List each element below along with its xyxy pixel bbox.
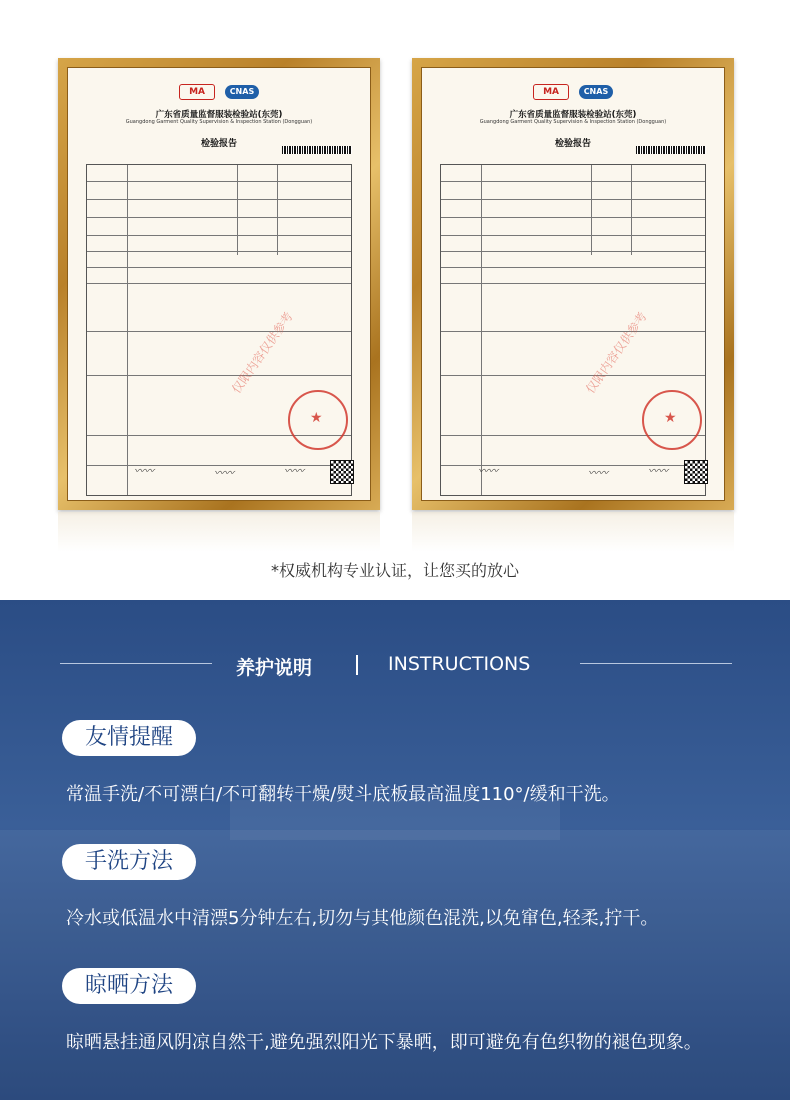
signature: 〰〰 (284, 466, 304, 477)
header-rule-right (580, 663, 732, 664)
instructions-title-en: INSTRUCTIONS (388, 653, 531, 675)
section-text-drying: 晾晒悬挂通风阴凉自然干,避免强烈阳光下暴晒，即可避免有色织物的褪色现象。 (66, 1032, 702, 1053)
signature: 〰〰 (478, 466, 498, 477)
header-separator (356, 655, 358, 675)
certificate-frame-right (412, 58, 734, 510)
table-divider (127, 165, 128, 495)
cnas-logo: CNAS (225, 85, 259, 99)
section-heading-reminder: 友情提醒 (62, 720, 196, 756)
watermark: 仅限内容仅供参考 (583, 309, 650, 397)
signature: 〰〰 (134, 466, 154, 477)
qr-code (330, 460, 354, 484)
certificate-frame-left (58, 58, 380, 510)
table-divider (277, 165, 278, 255)
official-stamp: ★ (288, 390, 348, 450)
section-heading-handwash: 手洗方法 (62, 844, 196, 880)
certification-caption: *权威机构专业认证，让您买的放心 (270, 561, 519, 580)
station-title: 广东省质量监督服装检验站(东莞) (155, 110, 283, 120)
signature: 〰〰 (588, 468, 608, 479)
frame-reflection (58, 512, 380, 552)
station-subtitle: Guangdong Garment Quality Supervision & Inspection Station (Dongguan) (125, 119, 313, 125)
watermark: 仅限内容仅供参考 (229, 309, 296, 397)
instructions-title-cn: 养护说明 (236, 657, 313, 679)
frame-reflection (412, 512, 734, 552)
report-title: 检验报告 (554, 139, 591, 149)
section-text-handwash: 冷水或低温水中清漂5分钟左右,切勿与其他颜色混洗,以免窜色,轻柔,拧干。 (66, 908, 659, 929)
table-divider (631, 165, 632, 255)
certificate-document-right (428, 74, 718, 494)
table-divider (481, 165, 482, 495)
header-rule-left (60, 663, 212, 664)
signature: 〰〰 (214, 468, 234, 479)
qr-code (684, 460, 708, 484)
table-divider (591, 165, 592, 255)
section-heading-drying: 晾晒方法 (62, 968, 196, 1004)
barcode (636, 146, 706, 154)
signature: 〰〰 (648, 466, 668, 477)
report-title: 检验报告 (200, 139, 237, 149)
cnas-logo: CNAS (579, 85, 613, 99)
certificate-document-left (74, 74, 364, 494)
station-subtitle: Guangdong Garment Quality Supervision & Inspection Station (Dongguan) (479, 119, 667, 125)
official-stamp: ★ (642, 390, 702, 450)
barcode (282, 146, 352, 154)
ma-logo: MA (533, 84, 569, 100)
station-title: 广东省质量监督服装检验站(东莞) (509, 110, 637, 120)
section-text-reminder: 常温手洗/不可漂白/不可翻转干燥/熨斗底板最高温度110°/缓和干洗。 (66, 784, 620, 805)
table-divider (237, 165, 238, 255)
ma-logo: MA (179, 84, 215, 100)
building-roof (230, 800, 560, 840)
